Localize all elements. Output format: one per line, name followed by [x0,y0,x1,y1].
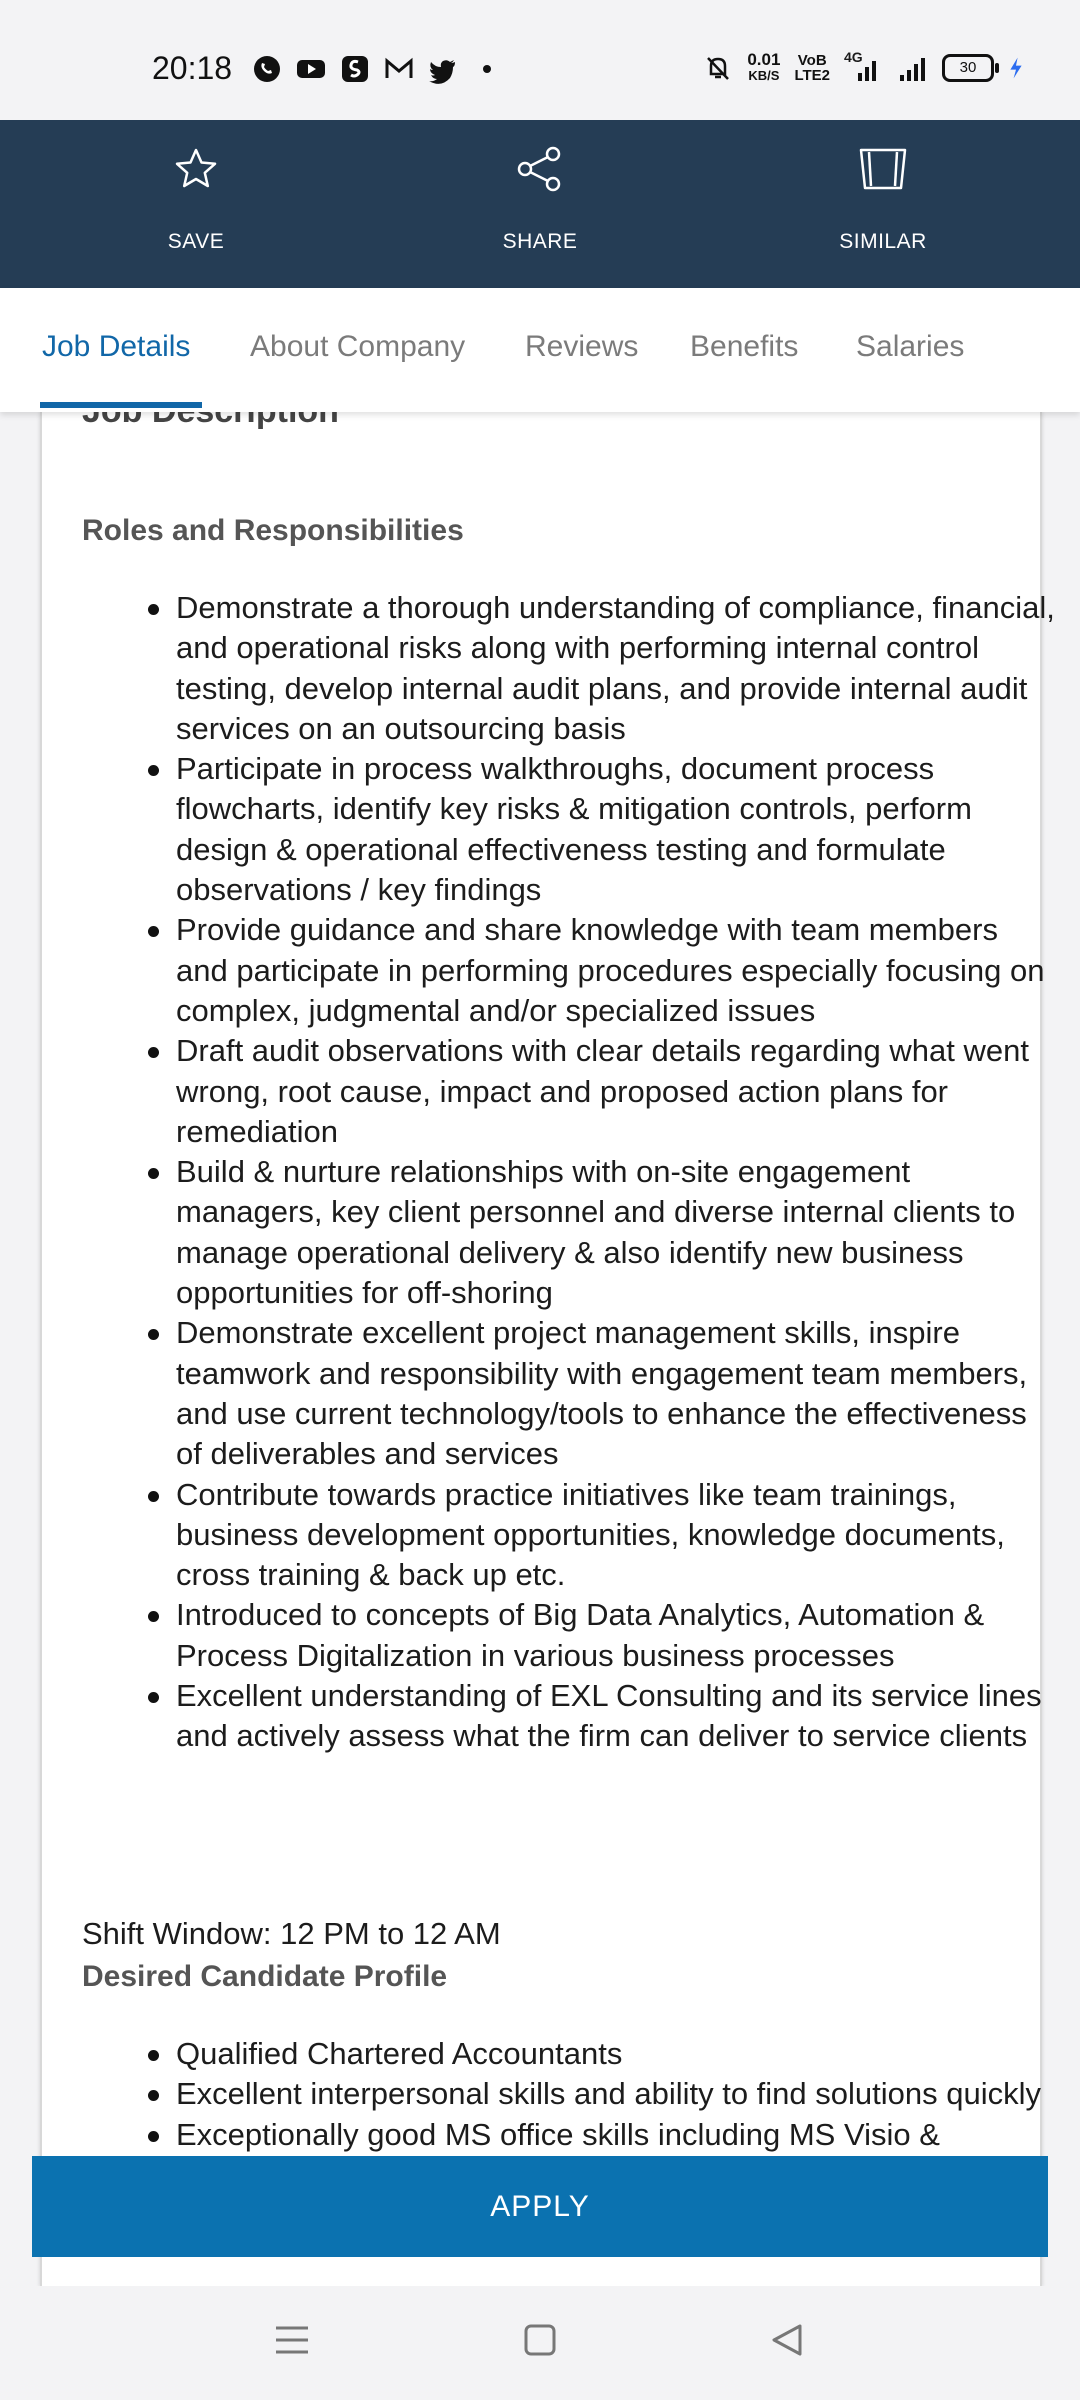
similar-button[interactable] [783,120,983,288]
volte-indicator [794,53,830,83]
mute-bell-icon [703,53,733,83]
shift-window: Shift Window: 12 PM to 12 AM [82,1916,501,1951]
back-icon[interactable] [770,2322,804,2358]
star-icon [173,146,219,192]
gmail-icon [384,54,414,84]
net-speed-unit: KB/S [748,68,780,83]
list-item: Excellent interpersonal skills and ability to find solutions quickly [176,2074,1056,2114]
shazam-icon [340,54,370,84]
save-button[interactable] [96,120,296,288]
job-description-card [40,412,1055,2287]
network-type-label: 4G [844,49,863,65]
network-type [844,49,884,83]
tab-salaries[interactable]: Salaries [856,330,965,363]
tab-reviews[interactable]: Reviews [525,330,639,363]
active-tab-indicator [40,402,202,408]
whatsapp-icon [252,54,282,84]
share-label: SHARE [502,230,578,253]
net-speed [747,52,780,84]
system-nav-bar [0,2286,1080,2400]
list-item: Qualified Chartered Accountants [176,2034,1056,2074]
list-item: Introduced to concepts of Big Data Analytics, Automation & Process Digitalization in various business processes [176,1595,1056,1676]
similar-label: SIMILAR [839,230,927,253]
save-label: SAVE [167,230,225,253]
list-item: Draft audit observations with clear details regarding what went wrong, root cause, impact and proposed action plans for remediation [176,1031,1056,1152]
dot-icon [472,54,502,84]
net-speed-value: 0.01 [747,50,781,69]
tab-benefits[interactable]: Benefits [690,330,799,363]
similar-icon [856,146,910,192]
list-item: Build & nurture relationships with on-site engagement managers, key client personnel and diverse internal clients to manage operational delivery & also identify new business opportunities for off-shoring [176,1152,1056,1313]
signal-strength-icon [898,53,928,83]
share-icon [515,146,565,192]
list-item: Participate in process walkthroughs, document process flowcharts, identify key risks & mitigation controls, perform design & operational effectiveness testing and formulate observations / key findings [176,749,1056,910]
list-item: Exceptionally good MS office skills including MS Visio & [176,2115,1056,2155]
signal-icon [844,53,884,83]
list-item: Demonstrate excellent project management skills, inspire teamwork and responsibility with engagement team members, and use current technology/tools to enhance the effectiveness of deliverables and services [176,1313,1056,1474]
notification-icons [252,54,502,84]
status-bar [0,0,1080,120]
tab-about-company[interactable]: About Company [250,330,466,363]
tab-job-details[interactable]: Job Details [42,330,191,363]
status-time: 20:18 [152,50,233,86]
list-item: Excellent understanding of EXL Consulting and its service lines and actively assess what the firm can deliver to service clients [176,1676,1056,1757]
system-icons [703,49,1024,84]
volte-bottom: LTE2 [794,67,830,84]
battery-icon [942,54,994,82]
volte-top: VoB [797,52,827,69]
youtube-icon [296,54,326,84]
home-icon[interactable] [523,2322,557,2358]
list-item: Provide guidance and share knowledge with team members and participate in performing procedures especially focusing on complex, judgmental and/or specialized issues [176,910,1056,1031]
twitter-icon [428,54,458,84]
profile-heading: Desired Candidate Profile [82,1960,448,1993]
recents-icon[interactable] [274,2322,310,2358]
roles-heading: Roles and Responsibilities [82,514,464,547]
job-action-bar [0,120,1080,288]
share-button[interactable] [440,120,640,288]
battery-level: 30 [959,59,977,76]
list-item: Contribute towards practice initiatives like team trainings, business development opportunities, knowledge documents, cross training & back up etc. [176,1475,1056,1596]
list-item: Demonstrate a thorough understanding of compliance, financial, and operational risks along with performing internal control testing, develop internal audit plans, and provide internal audit services on an outsourcing basis [176,588,1056,749]
roles-list [82,588,1056,1757]
apply-button[interactable]: APPLY [32,2156,1048,2257]
profile-list [82,2034,1056,2155]
tab-bar [0,288,1080,412]
charging-icon [1008,53,1024,83]
